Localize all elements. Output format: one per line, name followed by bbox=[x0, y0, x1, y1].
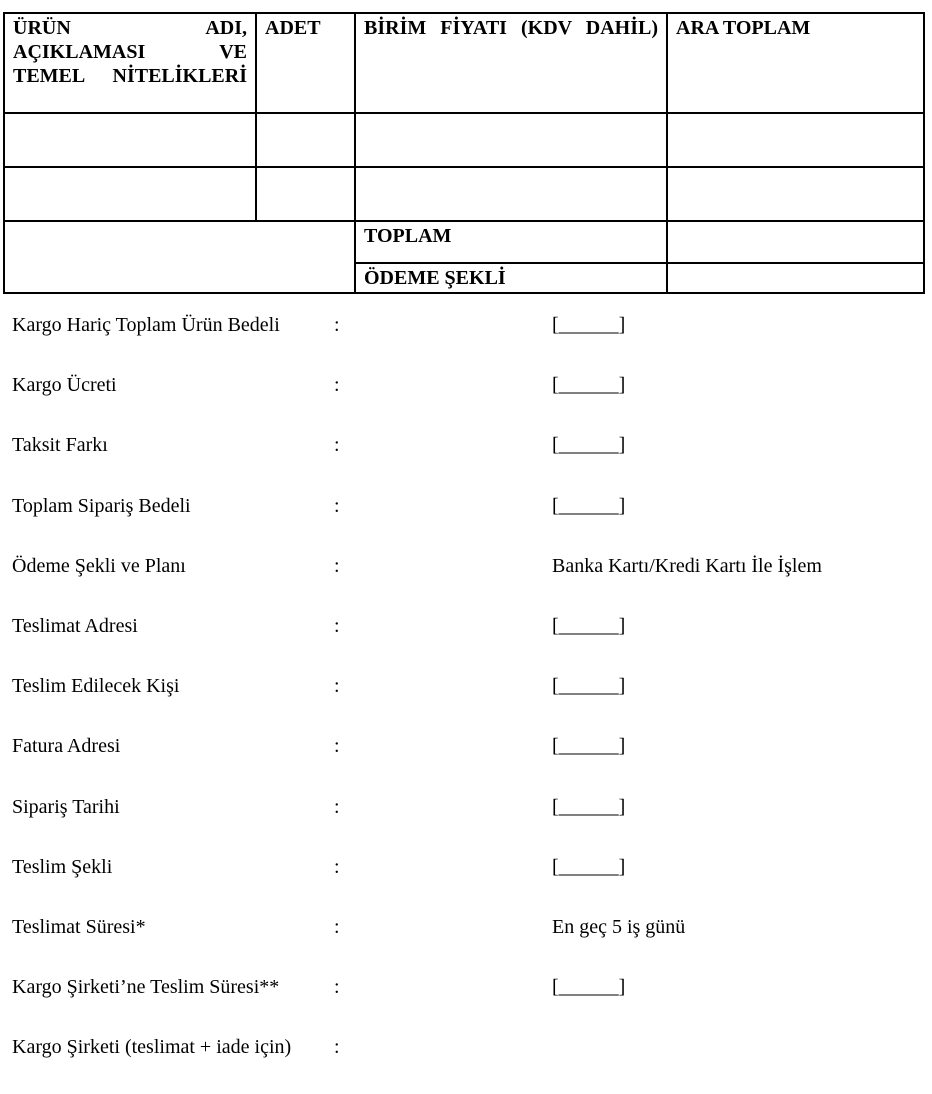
total-row bbox=[4, 221, 924, 263]
detail-value: En geç 5 iş günü bbox=[552, 915, 686, 938]
detail-colon: : bbox=[334, 735, 340, 758]
payment-value bbox=[667, 263, 924, 293]
detail-value: [______] bbox=[552, 614, 626, 637]
detail-row-invoice-address bbox=[12, 733, 912, 793]
detail-label: Taksit Farkı bbox=[12, 434, 108, 457]
detail-row-carrier bbox=[12, 1034, 912, 1094]
detail-label: Kargo Hariç Toplam Ürün Bedeli bbox=[12, 314, 280, 336]
detail-value: [______] bbox=[552, 675, 626, 698]
detail-colon: : bbox=[334, 314, 340, 336]
detail-colon: : bbox=[334, 374, 340, 397]
header-unit-price: BİRİM FİYATI (KDV DAHİL) bbox=[355, 13, 667, 113]
detail-value: [______] bbox=[552, 314, 626, 336]
table-row bbox=[4, 113, 924, 167]
quantity-cell bbox=[256, 113, 355, 167]
table-row bbox=[4, 167, 924, 221]
product-cell bbox=[4, 167, 256, 221]
detail-value: [______] bbox=[552, 855, 626, 878]
detail-label: Teslim Edilecek Kişi bbox=[12, 675, 180, 698]
detail-value: [______] bbox=[552, 735, 626, 758]
detail-row-recipient bbox=[12, 673, 912, 733]
detail-row-installment-diff bbox=[12, 432, 912, 492]
detail-row-delivery-time bbox=[12, 914, 912, 974]
total-label: TOPLAM bbox=[355, 221, 667, 263]
detail-label: Sipariş Tarihi bbox=[12, 795, 120, 818]
unit-price-cell bbox=[355, 167, 667, 221]
order-table bbox=[3, 12, 925, 294]
header-product: ÜRÜN ADI, AÇIKLAMASI VE TEMEL NİTELİKLERİ bbox=[4, 13, 256, 113]
detail-colon: : bbox=[334, 976, 340, 999]
detail-value: [______] bbox=[552, 494, 626, 517]
detail-label: Ödeme Şekli ve Planı bbox=[12, 554, 186, 577]
subtotal-cell bbox=[667, 113, 924, 167]
detail-label: Kargo Şirketi’ne Teslim Süresi** bbox=[12, 976, 280, 999]
detail-colon: : bbox=[334, 614, 340, 637]
subtotal-cell bbox=[667, 167, 924, 221]
detail-label: Teslimat Adresi bbox=[12, 614, 138, 637]
summary-blank-cell bbox=[4, 221, 355, 293]
product-cell bbox=[4, 113, 256, 167]
detail-row-order-total bbox=[12, 493, 912, 553]
detail-row-product-total bbox=[12, 312, 912, 372]
detail-label: Fatura Adresi bbox=[12, 735, 121, 758]
quantity-cell bbox=[256, 167, 355, 221]
detail-label: Teslim Şekli bbox=[12, 855, 113, 878]
detail-row-delivery-address bbox=[12, 613, 912, 673]
detail-colon: : bbox=[334, 434, 340, 457]
total-value bbox=[667, 221, 924, 263]
header-quantity: ADET bbox=[256, 13, 355, 113]
detail-colon: : bbox=[334, 1036, 340, 1059]
detail-label: Kargo Ücreti bbox=[12, 374, 117, 397]
detail-row-order-date bbox=[12, 794, 912, 854]
payment-label: ÖDEME ŞEKLİ bbox=[355, 263, 667, 293]
detail-row-carrier-handover-time bbox=[12, 974, 912, 1034]
header-subtotal: ARA TOPLAM bbox=[667, 13, 924, 113]
detail-label: Teslimat Süresi* bbox=[12, 915, 146, 938]
detail-row-delivery-method bbox=[12, 854, 912, 914]
detail-row-shipping-fee bbox=[12, 372, 912, 432]
detail-label: Kargo Şirketi (teslimat + iade için) bbox=[12, 1036, 292, 1059]
detail-value: [______] bbox=[552, 795, 626, 818]
detail-colon: : bbox=[334, 855, 340, 878]
detail-label: Toplam Sipariş Bedeli bbox=[12, 494, 191, 517]
detail-row-payment-plan bbox=[12, 553, 912, 613]
detail-colon: : bbox=[334, 795, 340, 818]
detail-value: Banka Kartı/Kredi Kartı İle İşlem bbox=[552, 554, 822, 577]
detail-colon: : bbox=[334, 494, 340, 517]
detail-value: [______] bbox=[552, 374, 626, 397]
table-header-row bbox=[4, 13, 924, 113]
detail-colon: : bbox=[334, 675, 340, 698]
detail-value: [______] bbox=[552, 434, 626, 457]
detail-colon: : bbox=[334, 915, 340, 938]
detail-colon: : bbox=[334, 554, 340, 577]
order-details-list bbox=[12, 312, 912, 1094]
unit-price-cell bbox=[355, 113, 667, 167]
detail-value: [______] bbox=[552, 976, 626, 999]
